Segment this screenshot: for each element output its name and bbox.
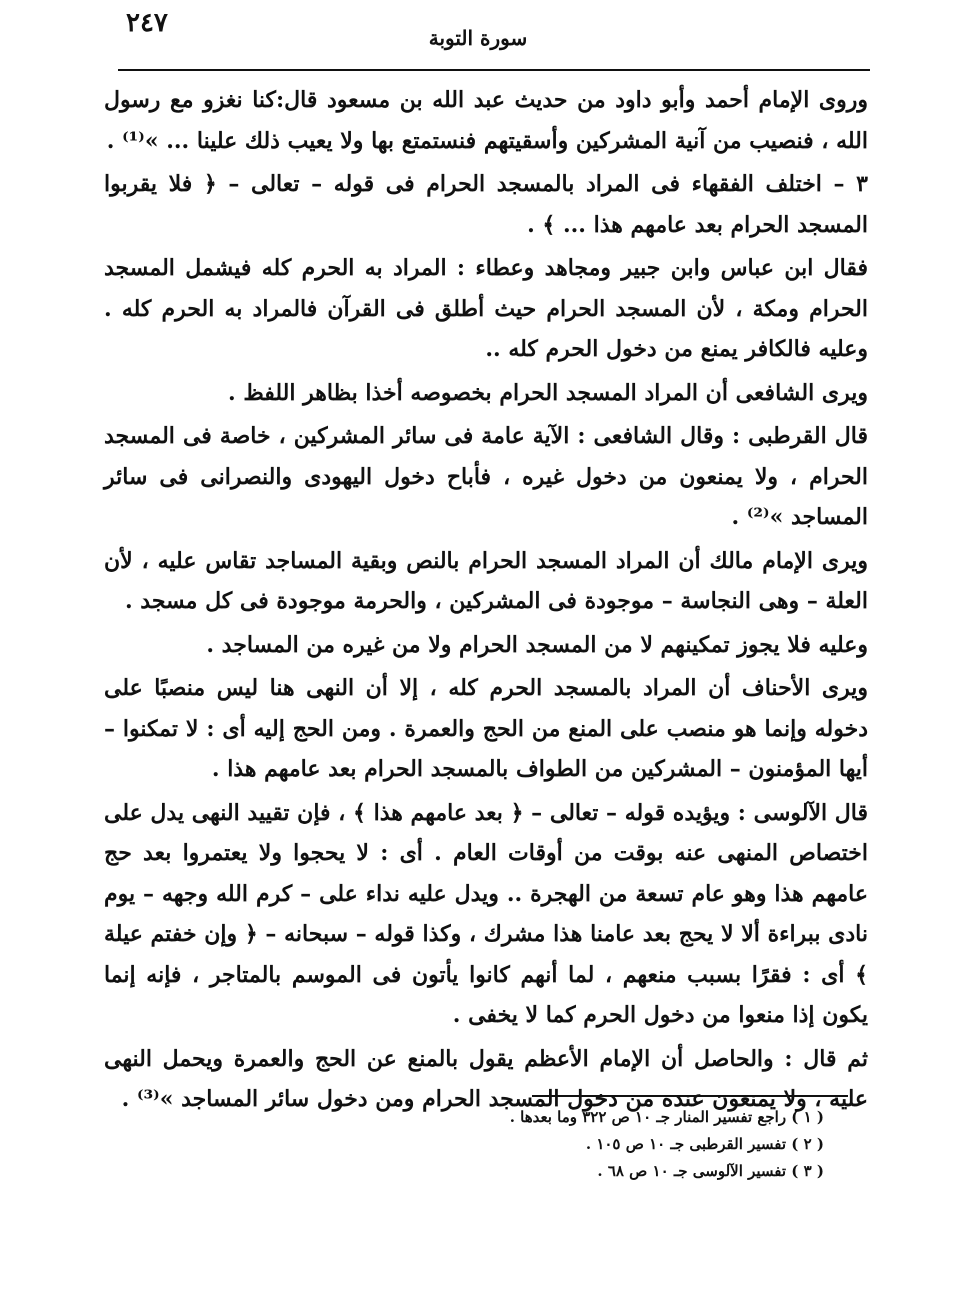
- paragraph: وروى الإمام أحمد وأبو داود من حديث عبد الله بن مسعود قال:كنا نغزو مع رسول الله ، فنصيب من آنية المشركين وأسقيتهم فنستمتع بها ولا يعيب ذلك علينا ... »⁽¹⁾ .: [104, 87, 869, 154]
- body-text: [104, 80, 868, 1123]
- footnotes: [420, 1104, 824, 1185]
- paragraph: ثم قال : والحاصل أن الإمام الأعظم يقول بالمنع عن الحج والعمرة ويحمل النهى عليه ، ولا يمنعون عنده من دخول المسجد الحرام ومن دخول سائر المساجد »⁽³⁾ .: [104, 1045, 868, 1112]
- paragraph: وعليه فلا يجوز تمكينهم لا من المسجد الحرام ولا من غيره من المساجد .: [206, 631, 868, 658]
- header-rule: [118, 69, 870, 71]
- footnote: ( ٣ ) تفسير الآلوسى جـ ١٠ ص ٦٨ .: [597, 1162, 824, 1180]
- paragraph: قال الآلوسى : ويؤيده قوله – تعالى – ﴿ بعد عامهم هذا ﴾ ، فإن تقييد النهى يدل على اختصاص المنهى عنه بوقت من أوقات العام . أى : لا يحجوا ولا يعتمروا بعد حج عامهم هذا وهو عام تسعة من الهجرة .. ويدل عليه نداء على – كرم الله وجهه – يوم نادى ببراءة ألا لا يحج بعد عامنا هذا مشرك ، وكذا قوله – سبحانه – ﴿ وإن خفتم عيلة ﴾ أى : فقرًا بسبب منعهم ، لما أنهم كانوا يأتون فى الموسم بالمتاجر ، فإنه إنما يكون إذا منعوا من دخول الحرم كما لا يخفى .: [104, 799, 868, 1028]
- footnote-rule: [532, 1095, 848, 1097]
- paragraph: ويرى الأحناف أن المراد بالمسجد الحرم كله ، إلا أن النهى هنا ليس منصبًا على دخوله وإنما هو منصب على المنع من الحج والعمرة . ومن الحج إليه أى : لا تمكنوا – أيها المؤمنون – المشركين من الطواف بالمسجد الحرام بعد عامهم هذا .: [104, 675, 868, 782]
- footnote: ( ١ ) راجع تفسير المنار جـ ١٠ ص ٣٢٢ وما بعدها .: [509, 1108, 824, 1126]
- running-head: سورة التوبة: [428, 26, 528, 50]
- paragraph: ويرى الشافعى أن المراد المسجد الحرام بخصوصه أخذا بظاهر اللفظ .: [228, 379, 868, 406]
- paragraph: ويرى الإمام مالك أن المراد المسجد الحرام بالنص وبقية المساجد تقاس عليه ، لأن العلة – وهى النجاسة – موجودة فى المشركين ، والحرمة موجودة فى كل مسجد .: [104, 547, 868, 614]
- paragraph: فقال ابن عباس وابن جبير ومجاهد وعطاء : المراد به الحرم كله فيشمل المسجد الحرام ومكة ، لأن المسجد الحرام حيث أطلق فى القرآن فالمراد به الحرم كله . وعليه فالكافر يمنع من دخول الحرم كله ..: [104, 255, 868, 362]
- footnote: ( ٢ ) تفسير القرطبى جـ ١٠ ص ١٠٥ .: [585, 1135, 824, 1153]
- paragraph: قال القرطبى : وقال الشافعى : الآية عامة فى سائر المشركين ، خاصة فى المسجد الحرام ، ولا يمنعون من دخول غيره ، فأباح دخول اليهودى والنصرانى فى سائر المساجد »⁽²⁾ .: [104, 423, 868, 530]
- page-number: ٢٤٧: [126, 8, 168, 38]
- paragraph: ٣ – اختلف الفقهاء فى المراد بالمسجد الحرام فى قوله – تعالى – ﴿ فلا يقربوا المسجد الحرام بعد عامهم هذا ... ﴾ .: [104, 171, 868, 238]
